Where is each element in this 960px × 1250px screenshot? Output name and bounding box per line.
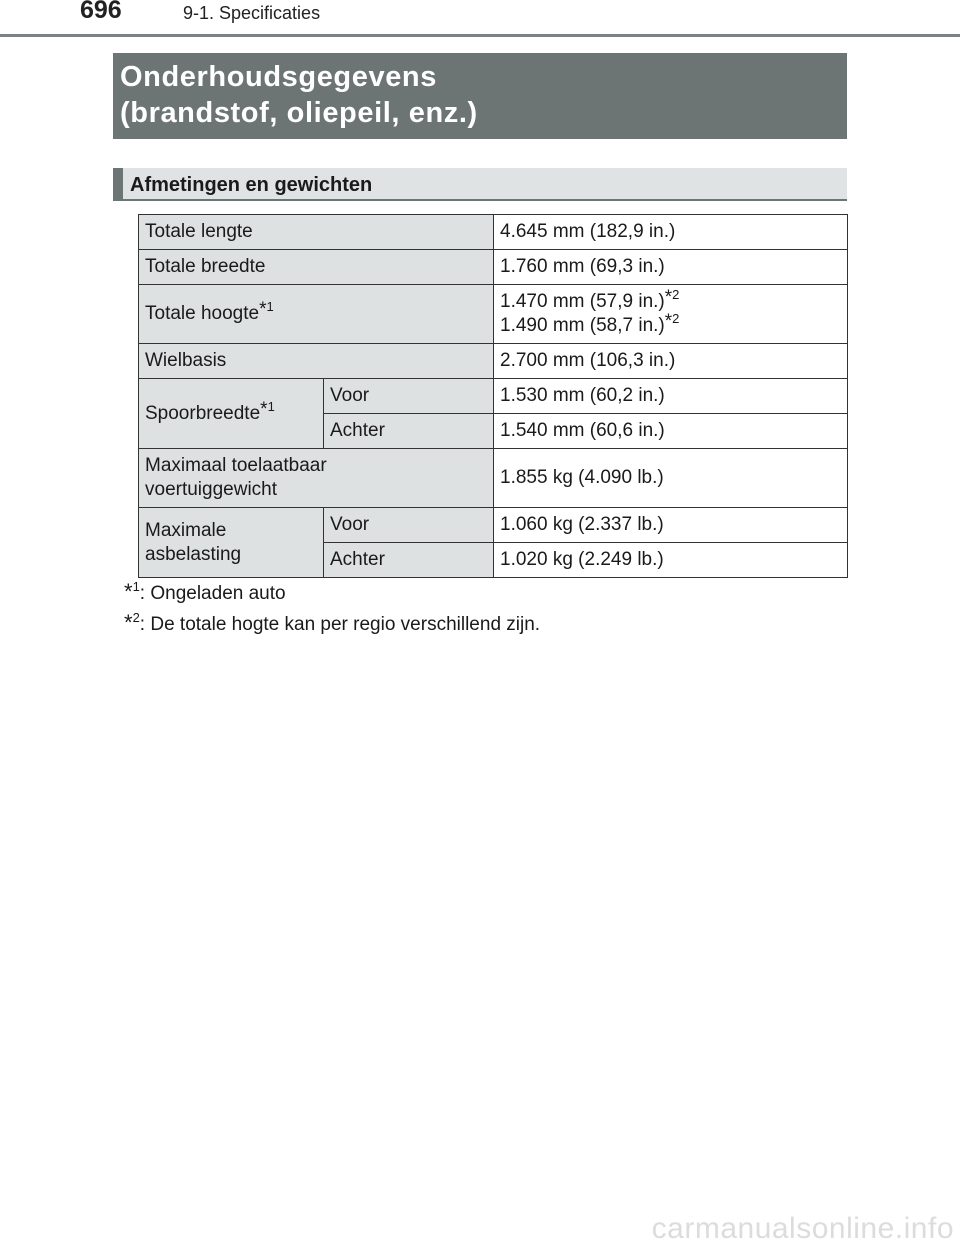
height-value-2-text: 1.490 mm (58,7 in.) [500,315,665,336]
footnote-marker: * [664,287,673,308]
track-front-value: 1.530 mm (60,2 in.) [494,379,848,414]
footnote-marker: * [260,398,268,420]
page-number: 696 [80,0,122,24]
track-front-label: Voor [324,379,494,414]
axle-label-line-2: asbelasting [145,543,242,565]
height-value-2 [500,311,841,338]
table-row [139,215,848,250]
footnote-text: : De totale hogte kan per regio verschillend zijn. [139,614,541,635]
axle-rear-value: 1.020 kg (2.249 lb.) [494,543,848,578]
table-row [139,508,848,543]
track-rear-label: Achter [324,414,494,449]
footnote-marker: * [259,299,267,320]
footnote-ref: 2 [672,287,680,302]
row-label-axle [139,508,324,578]
axle-front-label: Voor [324,508,494,543]
header-rule [0,34,960,37]
title-line-1: Onderhoudsgegevens [120,61,437,93]
row-label-track [139,379,324,449]
table-row [139,379,848,414]
footnotes [124,575,540,637]
gvw-label-line-1: Maximaal toelaatbaar [145,455,327,476]
footnote-1 [124,575,540,606]
footnote-2 [124,606,540,637]
height-label-text: Totale hoogte [145,303,260,324]
watermark: carmanualsonline.info [651,1212,954,1245]
height-value-1-text: 1.470 mm (57,9 in.) [500,291,665,312]
row-label-height [139,285,494,344]
table-row [139,285,848,344]
row-label-width: Totale breedte [139,250,494,285]
footnote-number: 1 [132,579,140,594]
row-value-height [494,285,848,344]
footnote-number: 2 [132,610,140,625]
footnote-ref: 1 [267,398,275,414]
axle-front-value: 1.060 kg (2.337 lb.) [494,508,848,543]
row-value-width: 1.760 mm (69,3 in.) [494,250,848,285]
title-banner [113,53,847,139]
row-value-wheelbase: 2.700 mm (106,3 in.) [494,344,848,379]
axle-label-line-1: Maximale [145,519,227,541]
row-label-length: Totale lengte [139,215,494,250]
title-line-2: (brandstof, oliepeil, enz.) [120,97,478,129]
axle-rear-label: Achter [324,543,494,578]
row-value-length: 4.645 mm (182,9 in.) [494,215,848,250]
footnote-star: * [124,610,133,635]
footnote-marker: * [664,311,673,332]
footnote-ref: 1 [266,299,274,314]
footnote-star: * [124,579,133,604]
section-subheading: Afmetingen en gewichten [113,168,847,201]
footnote-text: : Ongeladen auto [139,583,286,604]
table-row [139,344,848,379]
section-label: 9-1. Specificaties [183,3,321,23]
table-row [139,449,848,508]
table-row [139,250,848,285]
gvw-label-line-2: voertuiggewicht [145,479,278,500]
specifications-table [138,214,848,578]
footnote-ref: 2 [672,311,680,326]
row-label-gvw [139,449,494,508]
track-rear-value: 1.540 mm (60,6 in.) [494,414,848,449]
row-label-wheelbase: Wielbasis [139,344,494,379]
track-label-text: Spoorbreedte [145,402,261,424]
row-value-gvw: 1.855 kg (4.090 lb.) [494,449,848,508]
